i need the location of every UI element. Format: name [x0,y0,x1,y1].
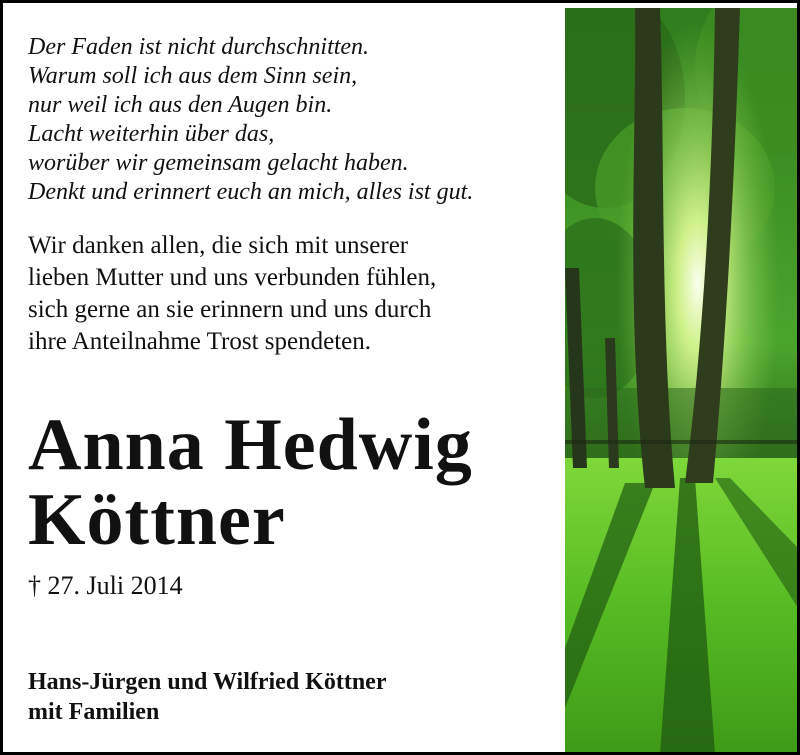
poem-line: Warum soll ich aus dem Sinn sein, [28,63,358,89]
thanks-paragraph [28,230,558,358]
thanks-line: sich gerne an sie erinnern und uns durch [28,296,432,323]
poem-line: Der Faden ist nicht durchschnitten. [28,34,370,60]
death-date: † 27. Juli 2014 [28,571,183,600]
deceased-surname: Köttner [28,479,286,561]
thanks-line: Wir danken allen, die sich mit unserer [28,232,409,259]
poem-line: Lacht weiterhin über das, [28,121,275,147]
sunlit-park-trees-image [565,8,798,754]
deceased-name [28,404,473,561]
deceased-first-names: Anna Hedwig [28,404,473,486]
poem-line: Denkt und erinnert euch an mich, alles ist gut. [28,179,474,205]
poem-line: worüber wir gemeinsam gelacht haben. [28,150,409,176]
thanks-line: lieben Mutter und uns verbunden fühlen, [28,264,437,291]
family-line-2: mit Familien [28,699,160,725]
family-signature [28,667,386,727]
text-column [28,33,558,358]
poem [28,33,558,207]
park-photo-svg [565,8,798,754]
thanks-line: ihre Anteilnahme Trost spendeten. [28,328,372,355]
poem-line: nur weil ich aus den Augen bin. [28,92,333,118]
family-line-1: Hans-Jürgen und Wilfried Köttner [28,669,387,695]
